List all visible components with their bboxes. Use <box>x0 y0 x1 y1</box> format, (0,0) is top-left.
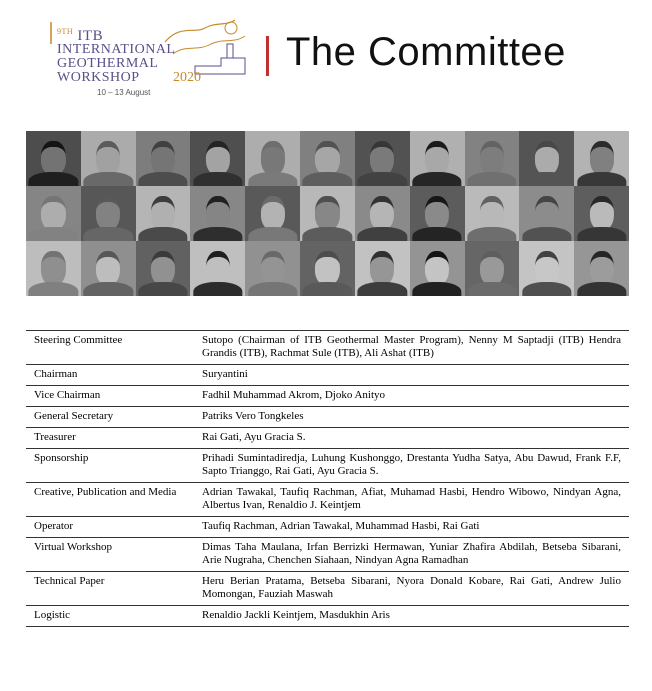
table-row <box>26 483 629 517</box>
committee-role: Virtual Workshop <box>34 541 112 553</box>
member-photo <box>190 241 245 296</box>
member-photo <box>519 186 574 241</box>
member-photo <box>355 186 410 241</box>
portrait-body-icon <box>577 227 626 241</box>
portrait-head-icon <box>41 251 65 286</box>
member-photo <box>26 241 81 296</box>
portrait-head-icon <box>535 196 559 231</box>
member-photo <box>465 131 520 186</box>
portrait-body-icon <box>467 172 516 186</box>
portrait-body-icon <box>577 172 626 186</box>
logo-dates: 10 – 13 August <box>97 88 151 97</box>
portrait-body-icon <box>522 172 571 186</box>
portrait-body-icon <box>358 172 407 186</box>
member-photo <box>26 131 81 186</box>
table-row <box>26 407 629 428</box>
member-photo <box>465 186 520 241</box>
member-photo <box>519 241 574 296</box>
portrait-body-icon <box>29 282 78 296</box>
portrait-body-icon <box>138 227 187 241</box>
portrait-body-icon <box>84 227 133 241</box>
portrait-head-icon <box>206 196 230 231</box>
portrait-head-icon <box>590 141 614 176</box>
committee-members: Taufiq Rachman, Adrian Tawakal, Muhammad Hasbi, Rai Gati <box>202 520 480 532</box>
portrait-body-icon <box>138 282 187 296</box>
table-row <box>26 572 629 606</box>
portrait-body-icon <box>84 172 133 186</box>
member-photo <box>136 186 191 241</box>
portrait-body-icon <box>467 282 516 296</box>
portrait-head-icon <box>151 141 175 176</box>
portrait-head-icon <box>480 251 504 286</box>
portrait-head-icon <box>370 251 394 286</box>
portrait-head-icon <box>315 251 339 286</box>
portrait-body-icon <box>193 282 242 296</box>
portrait-head-icon <box>425 196 449 231</box>
member-photo <box>300 241 355 296</box>
portrait-head-icon <box>151 196 175 231</box>
member-photo <box>300 186 355 241</box>
title-divider <box>266 36 269 76</box>
member-photo <box>81 186 136 241</box>
portrait-body-icon <box>29 227 78 241</box>
workshop-logo <box>45 14 255 100</box>
committee-members: Heru Berian Pratama, Betseba Sibarani, Nyora Donald Kobare, Rai Gati, Andrew Julio Momongan, Fauziah Maswah <box>202 575 621 600</box>
committee-role: Creative, Publication and Media <box>34 486 177 498</box>
member-photo <box>245 131 300 186</box>
portrait-body-icon <box>248 227 297 241</box>
member-photo <box>574 186 629 241</box>
portrait-head-icon <box>370 141 394 176</box>
member-photo <box>355 241 410 296</box>
portrait-head-icon <box>261 251 285 286</box>
member-photo <box>190 186 245 241</box>
table-row <box>26 365 629 386</box>
committee-table <box>26 330 629 627</box>
member-photo <box>300 131 355 186</box>
portrait-head-icon <box>206 251 230 286</box>
portrait-head-icon <box>315 141 339 176</box>
portrait-head-icon <box>425 251 449 286</box>
member-photo <box>245 241 300 296</box>
portrait-body-icon <box>84 282 133 296</box>
portrait-body-icon <box>467 227 516 241</box>
logo-line-workshop: WORKSHOP <box>57 70 140 85</box>
committee-role: Vice Chairman <box>34 389 101 401</box>
committee-members: Rai Gati, Ayu Gracia S. <box>202 431 306 443</box>
portrait-head-icon <box>96 251 120 286</box>
portrait-body-icon <box>248 172 297 186</box>
portrait-head-icon <box>370 196 394 231</box>
member-photo <box>410 131 465 186</box>
member-photo <box>355 131 410 186</box>
committee-members: Adrian Tawakal, Taufiq Rachman, Afiat, Muhamad Hasbi, Hendro Wibowo, Nindyan Agna, Albertus Ivan, Renaldio J. Keintjem <box>202 486 621 511</box>
committee-role: Sponsorship <box>34 452 89 464</box>
committee-role: Technical Paper <box>34 575 105 587</box>
portrait-head-icon <box>535 141 559 176</box>
portrait-head-icon <box>590 196 614 231</box>
member-photo <box>465 241 520 296</box>
logo-line-geothermal: GEOTHERMAL <box>57 56 159 71</box>
table-row <box>26 428 629 449</box>
member-photo <box>410 186 465 241</box>
portrait-head-icon <box>590 251 614 286</box>
portrait-body-icon <box>412 172 461 186</box>
logo-line-itb: $^{9TH}$ ITB <box>57 27 104 44</box>
portrait-head-icon <box>480 141 504 176</box>
committee-members: Patriks Vero Tongkeles <box>202 410 304 422</box>
member-photo <box>519 131 574 186</box>
member-photo <box>26 186 81 241</box>
committee-role: General Secretary <box>34 410 114 422</box>
portrait-body-icon <box>358 282 407 296</box>
member-photo <box>190 131 245 186</box>
portrait-head-icon <box>151 251 175 286</box>
portrait-head-icon <box>206 141 230 176</box>
portrait-body-icon <box>193 227 242 241</box>
committee-role: Logistic <box>34 609 71 621</box>
portrait-head-icon <box>480 196 504 231</box>
member-photo <box>81 131 136 186</box>
portrait-body-icon <box>577 282 626 296</box>
portrait-head-icon <box>535 251 559 286</box>
committee-members: Renaldio Jackli Keintjem, Masdukhin Aris <box>202 609 390 621</box>
portrait-head-icon <box>96 196 120 231</box>
portrait-body-icon <box>412 227 461 241</box>
committee-role: Treasurer <box>34 431 76 443</box>
table-row <box>26 517 629 538</box>
table-row <box>26 449 629 483</box>
portrait-body-icon <box>412 282 461 296</box>
portrait-body-icon <box>193 172 242 186</box>
portrait-body-icon <box>522 282 571 296</box>
portrait-body-icon <box>248 282 297 296</box>
committee-role: Operator <box>34 520 74 532</box>
committee-members: Prihadi Sumintadiredja, Luhung Kushonggo, Drestanta Yudha Satya, Abu Dawud, Frank F.F, Sapto Trianggo, Rai Gati, Ayu Gracia S. <box>202 452 621 477</box>
table-row <box>26 538 629 572</box>
portrait-body-icon <box>138 172 187 186</box>
committee-members: Sutopo (Chairman of ITB Geothermal Master Program), Nenny M Saptadji (ITB) Hendra Grandis (ITB), Rachmat Sule (ITB), Ali Ashat (ITB) <box>202 334 621 359</box>
portrait-head-icon <box>41 141 65 176</box>
table-row <box>26 386 629 407</box>
table-row <box>26 331 629 365</box>
portrait-head-icon <box>261 141 285 176</box>
page-title: The Committee <box>286 30 566 74</box>
committee-role: Steering Committee <box>34 334 123 346</box>
logo-line-international: INTERNATIONAL <box>57 42 176 57</box>
portrait-body-icon <box>303 282 352 296</box>
portrait-body-icon <box>522 227 571 241</box>
table-row <box>26 606 629 627</box>
member-photo <box>136 241 191 296</box>
portrait-head-icon <box>261 196 285 231</box>
portrait-head-icon <box>41 196 65 231</box>
member-photo <box>574 131 629 186</box>
member-photo <box>245 186 300 241</box>
portrait-body-icon <box>303 227 352 241</box>
committee-members: Suryantini <box>202 368 248 380</box>
committee-role: Chairman <box>34 368 78 380</box>
member-photo <box>136 131 191 186</box>
member-photo <box>81 241 136 296</box>
portrait-body-icon <box>303 172 352 186</box>
logo-year: 2020 <box>173 70 201 85</box>
portrait-head-icon <box>425 141 449 176</box>
member-photo <box>574 241 629 296</box>
committee-members: Dimas Taha Maulana, Irfan Berrizki Hermawan, Yuniar Zhafira Abdilah, Betseba Sibarani, Arie Nugraha, Chenchen Siahaan, Nindyan Agna Ramadhan <box>202 541 621 566</box>
portrait-body-icon <box>29 172 78 186</box>
committee-members: Fadhil Muhammad Akrom, Djoko Anityo <box>202 389 386 401</box>
portrait-body-icon <box>358 227 407 241</box>
portrait-head-icon <box>96 141 120 176</box>
portrait-head-icon <box>315 196 339 231</box>
committee-photo-grid <box>26 131 629 296</box>
member-photo <box>410 241 465 296</box>
